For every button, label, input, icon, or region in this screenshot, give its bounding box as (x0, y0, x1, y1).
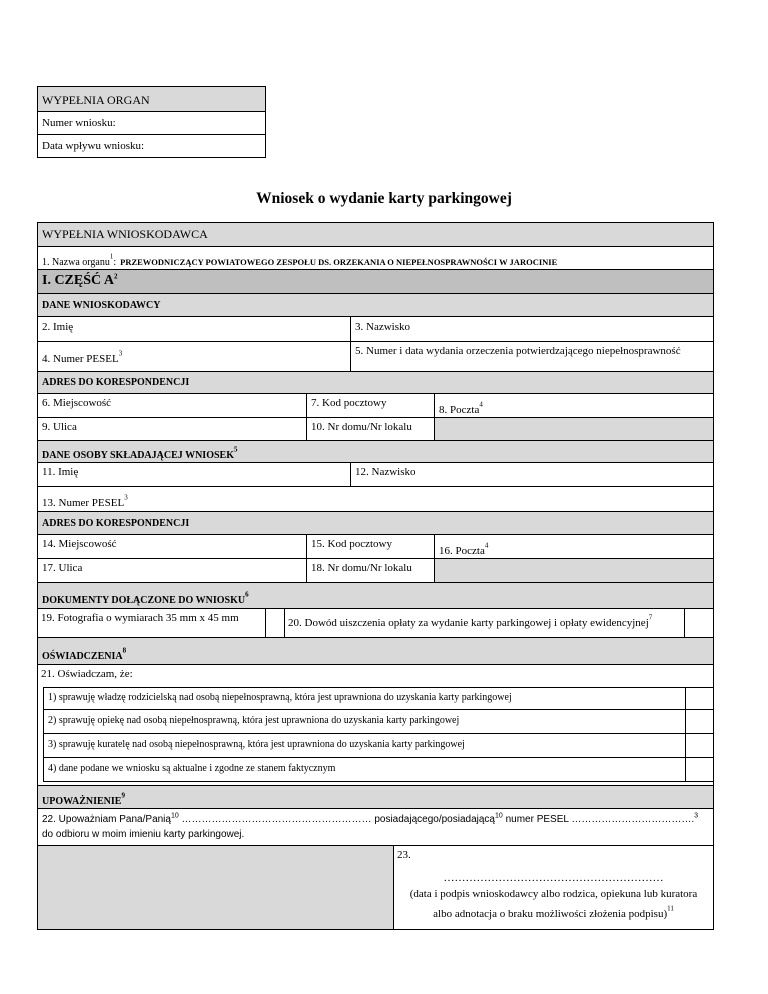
applicant-pesel-label: 4. Numer PESEL (42, 353, 119, 365)
shaded-cell-2 (434, 558, 714, 583)
fee-document-label: 20. Dowód uiszczenia opłaty za wydanie karty parkingowej i opłaty ewidencyjnej (288, 617, 649, 629)
post-office-label-2: 16. Poczta (439, 545, 485, 557)
declaration-checkbox-3[interactable] (685, 733, 714, 758)
postal-code-label-2: 15. Kod pocztowy (311, 538, 392, 550)
post-office-field-2[interactable] (434, 534, 714, 559)
correspondence-address-title-2: ADRES DO KORESPONDENCJI (42, 518, 190, 529)
applicant-section-title: WYPEŁNIA WNIOSKODAWCA (42, 227, 208, 241)
attached-documents-title: DOKUMENTY DOŁĄCZONE DO WNIOSKU (42, 595, 246, 606)
street-field-2[interactable] (37, 558, 307, 583)
receipt-date-label: Data wpływu wniosku: (42, 140, 145, 152)
authorization-text-d: do odbioru w moim imieniu karty parkingowej. (42, 829, 245, 840)
declarations-footnote: 8 (122, 646, 127, 655)
signature-number: 23. (397, 849, 411, 861)
declaration-text-4: 4) dane podane we wniosku są aktualne i zgodne ze stanem faktycznym (48, 763, 336, 774)
submitter-pesel-field[interactable] (37, 486, 714, 512)
post-office-field-1[interactable] (434, 393, 714, 418)
house-number-label-1: 10. Nr domu/Nr lokalu (311, 421, 412, 433)
declaration-checkbox-2[interactable] (685, 709, 714, 734)
attached-documents-footnote: 6 (245, 590, 249, 599)
declaration-item-1 (43, 687, 686, 710)
signature-box[interactable] (393, 845, 714, 930)
disability-certificate-label: 5. Numer i data wydania orzeczenia potwierdzającego niepełnosprawność (355, 345, 681, 357)
signature-dots: …………………………………………………… (443, 872, 664, 884)
house-number-field-1[interactable] (306, 417, 435, 441)
street-field-1[interactable] (37, 417, 307, 441)
submitter-pesel-label: 13. Numer PESEL (42, 497, 125, 509)
document-title: Wniosek o wydanie karty parkingowej (256, 190, 512, 207)
authorization-sup-a: 10 (170, 812, 179, 820)
submitter-data-header (37, 440, 714, 463)
submitter-last-name-label: 12. Nazwisko (355, 466, 416, 478)
part-a-header (37, 269, 714, 294)
correspondence-address-title-1: ADRES DO KORESPONDENCJI (42, 377, 190, 388)
authorization-text-b: ………………………………………………… posiadającego/posiadającą (178, 814, 495, 825)
declaration-text-2: 2) sprawuję opiekę nad osobą niepełnosprawną, która jest uprawniona do uzyskania karty parkingowej (48, 715, 460, 726)
city-field-2[interactable] (37, 534, 307, 559)
fee-document-footnote: 7 (648, 613, 653, 622)
signature-caption-line-1: (data i podpis wnioskodawcy albo rodzica, opiekuna lub kuratora (409, 888, 698, 900)
authorization-text-box[interactable] (37, 808, 714, 846)
signature-caption-line-2: albo adnotacja o braku możliwości złożenia podpisu) (433, 908, 668, 920)
authorization-header (37, 785, 714, 809)
authorization-footnote: 9 (121, 791, 125, 800)
declaration-text-1: 1) sprawuję władzę rodzicielską nad osobą niepełnosprawną, która jest uprawniona do uzyskania karty parkingowej (48, 692, 512, 703)
house-number-label-2: 18. Nr domu/Nr lokalu (311, 562, 412, 574)
city-label-2: 14. Miejscowość (42, 538, 117, 550)
organ-name-value: PRZEWODNICZĄCY POWIATOWEGO ZESPOŁU DS. ORZEKANIA O NIEPEŁNOSPRAWNOŚCI W JAROCINIE (120, 257, 558, 267)
city-field-1[interactable] (37, 393, 307, 418)
postal-code-label-1: 7. Kod pocztowy (311, 397, 387, 409)
organ-box-title: WYPEŁNIA ORGAN (42, 93, 150, 107)
street-label-1: 9. Ulica (42, 421, 77, 433)
authorization-sup-c: 3 (694, 812, 699, 820)
applicant-last-name-label: 3. Nazwisko (355, 321, 410, 333)
fee-checkbox[interactable] (684, 608, 714, 638)
post-office-label-1: 8. Poczta (439, 404, 480, 416)
post-office-footnote-1: 4 (479, 400, 483, 409)
declarations-intro: 21. Oświadczam, że: (41, 668, 133, 680)
photo-checkbox[interactable] (265, 608, 285, 638)
submitter-last-name-field[interactable] (350, 462, 714, 487)
authorization-text (38, 809, 713, 844)
attached-documents-header (37, 582, 714, 609)
postal-code-field-1[interactable] (306, 393, 435, 418)
organ-name-field (37, 246, 714, 270)
correspondence-address-header-1 (37, 371, 714, 394)
organ-name-footnote: 1 (109, 252, 114, 261)
part-a-footnote: 2 (113, 272, 118, 281)
applicant-last-name-field[interactable] (350, 316, 714, 342)
applicant-data-title: DANE WNIOSKODAWCY (42, 300, 161, 311)
authorization-sup-b: 10 (495, 812, 503, 820)
declaration-text-3: 3) sprawuję kuratelę nad osobą niepełnosprawną, która jest uprawniona do uzyskania karty parkingowej (48, 739, 465, 750)
organ-name-colon: : (113, 257, 117, 268)
submitter-data-footnote: 5 (233, 445, 238, 454)
postal-code-field-2[interactable] (306, 534, 435, 559)
submitter-pesel-footnote: 3 (124, 493, 128, 502)
receipt-date-field[interactable] (37, 134, 266, 158)
correspondence-address-header-2 (37, 511, 714, 535)
declarations-header (37, 637, 714, 665)
applicant-first-name-label: 2. Imię (42, 321, 74, 333)
application-number-field[interactable] (37, 111, 266, 135)
signature-shaded-area (37, 845, 394, 930)
signature-footnote: 11 (667, 904, 674, 913)
declaration-item-3 (43, 733, 686, 758)
house-number-field-2[interactable] (306, 558, 435, 583)
organ-box-header (37, 86, 266, 112)
declarations-title: OŚWIADCZENIA (42, 651, 123, 662)
application-number-label: Numer wniosku: (42, 117, 116, 129)
shaded-cell-1 (434, 417, 714, 441)
declaration-checkbox-4[interactable] (685, 757, 714, 782)
declaration-item-2 (43, 709, 686, 734)
applicant-pesel-field[interactable] (37, 341, 351, 372)
applicant-first-name-field[interactable] (37, 316, 351, 342)
authorization-text-c: numer PESEL ………………………………. (502, 814, 695, 825)
photo-document-label: 19. Fotografia o wymiarach 35 mm x 45 mm (41, 612, 239, 624)
applicant-pesel-footnote: 3 (118, 349, 123, 358)
submitter-data-title: DANE OSOBY SKŁADAJĄCEJ WNIOSEK (42, 450, 234, 461)
applicant-data-header (37, 293, 714, 317)
post-office-footnote-2: 4 (484, 541, 489, 550)
street-label-2: 17. Ulica (42, 562, 83, 574)
authorization-text-a: 22. Upoważniam Pana/Panią (42, 814, 171, 825)
declaration-item-4 (43, 757, 686, 782)
organ-name-label: 1. Nazwa organu (42, 257, 110, 268)
authorization-title: UPOWAŻNIENIE (42, 796, 122, 807)
city-label-1: 6. Miejscowość (42, 397, 112, 409)
applicant-section-header (37, 222, 714, 247)
disability-certificate-field[interactable] (350, 341, 714, 372)
submitter-first-name-field[interactable] (37, 462, 351, 487)
declaration-checkbox-1[interactable] (685, 687, 714, 710)
part-a-label: I. CZĘŚĆ A (42, 273, 114, 288)
submitter-first-name-label: 11. Imię (42, 466, 79, 478)
